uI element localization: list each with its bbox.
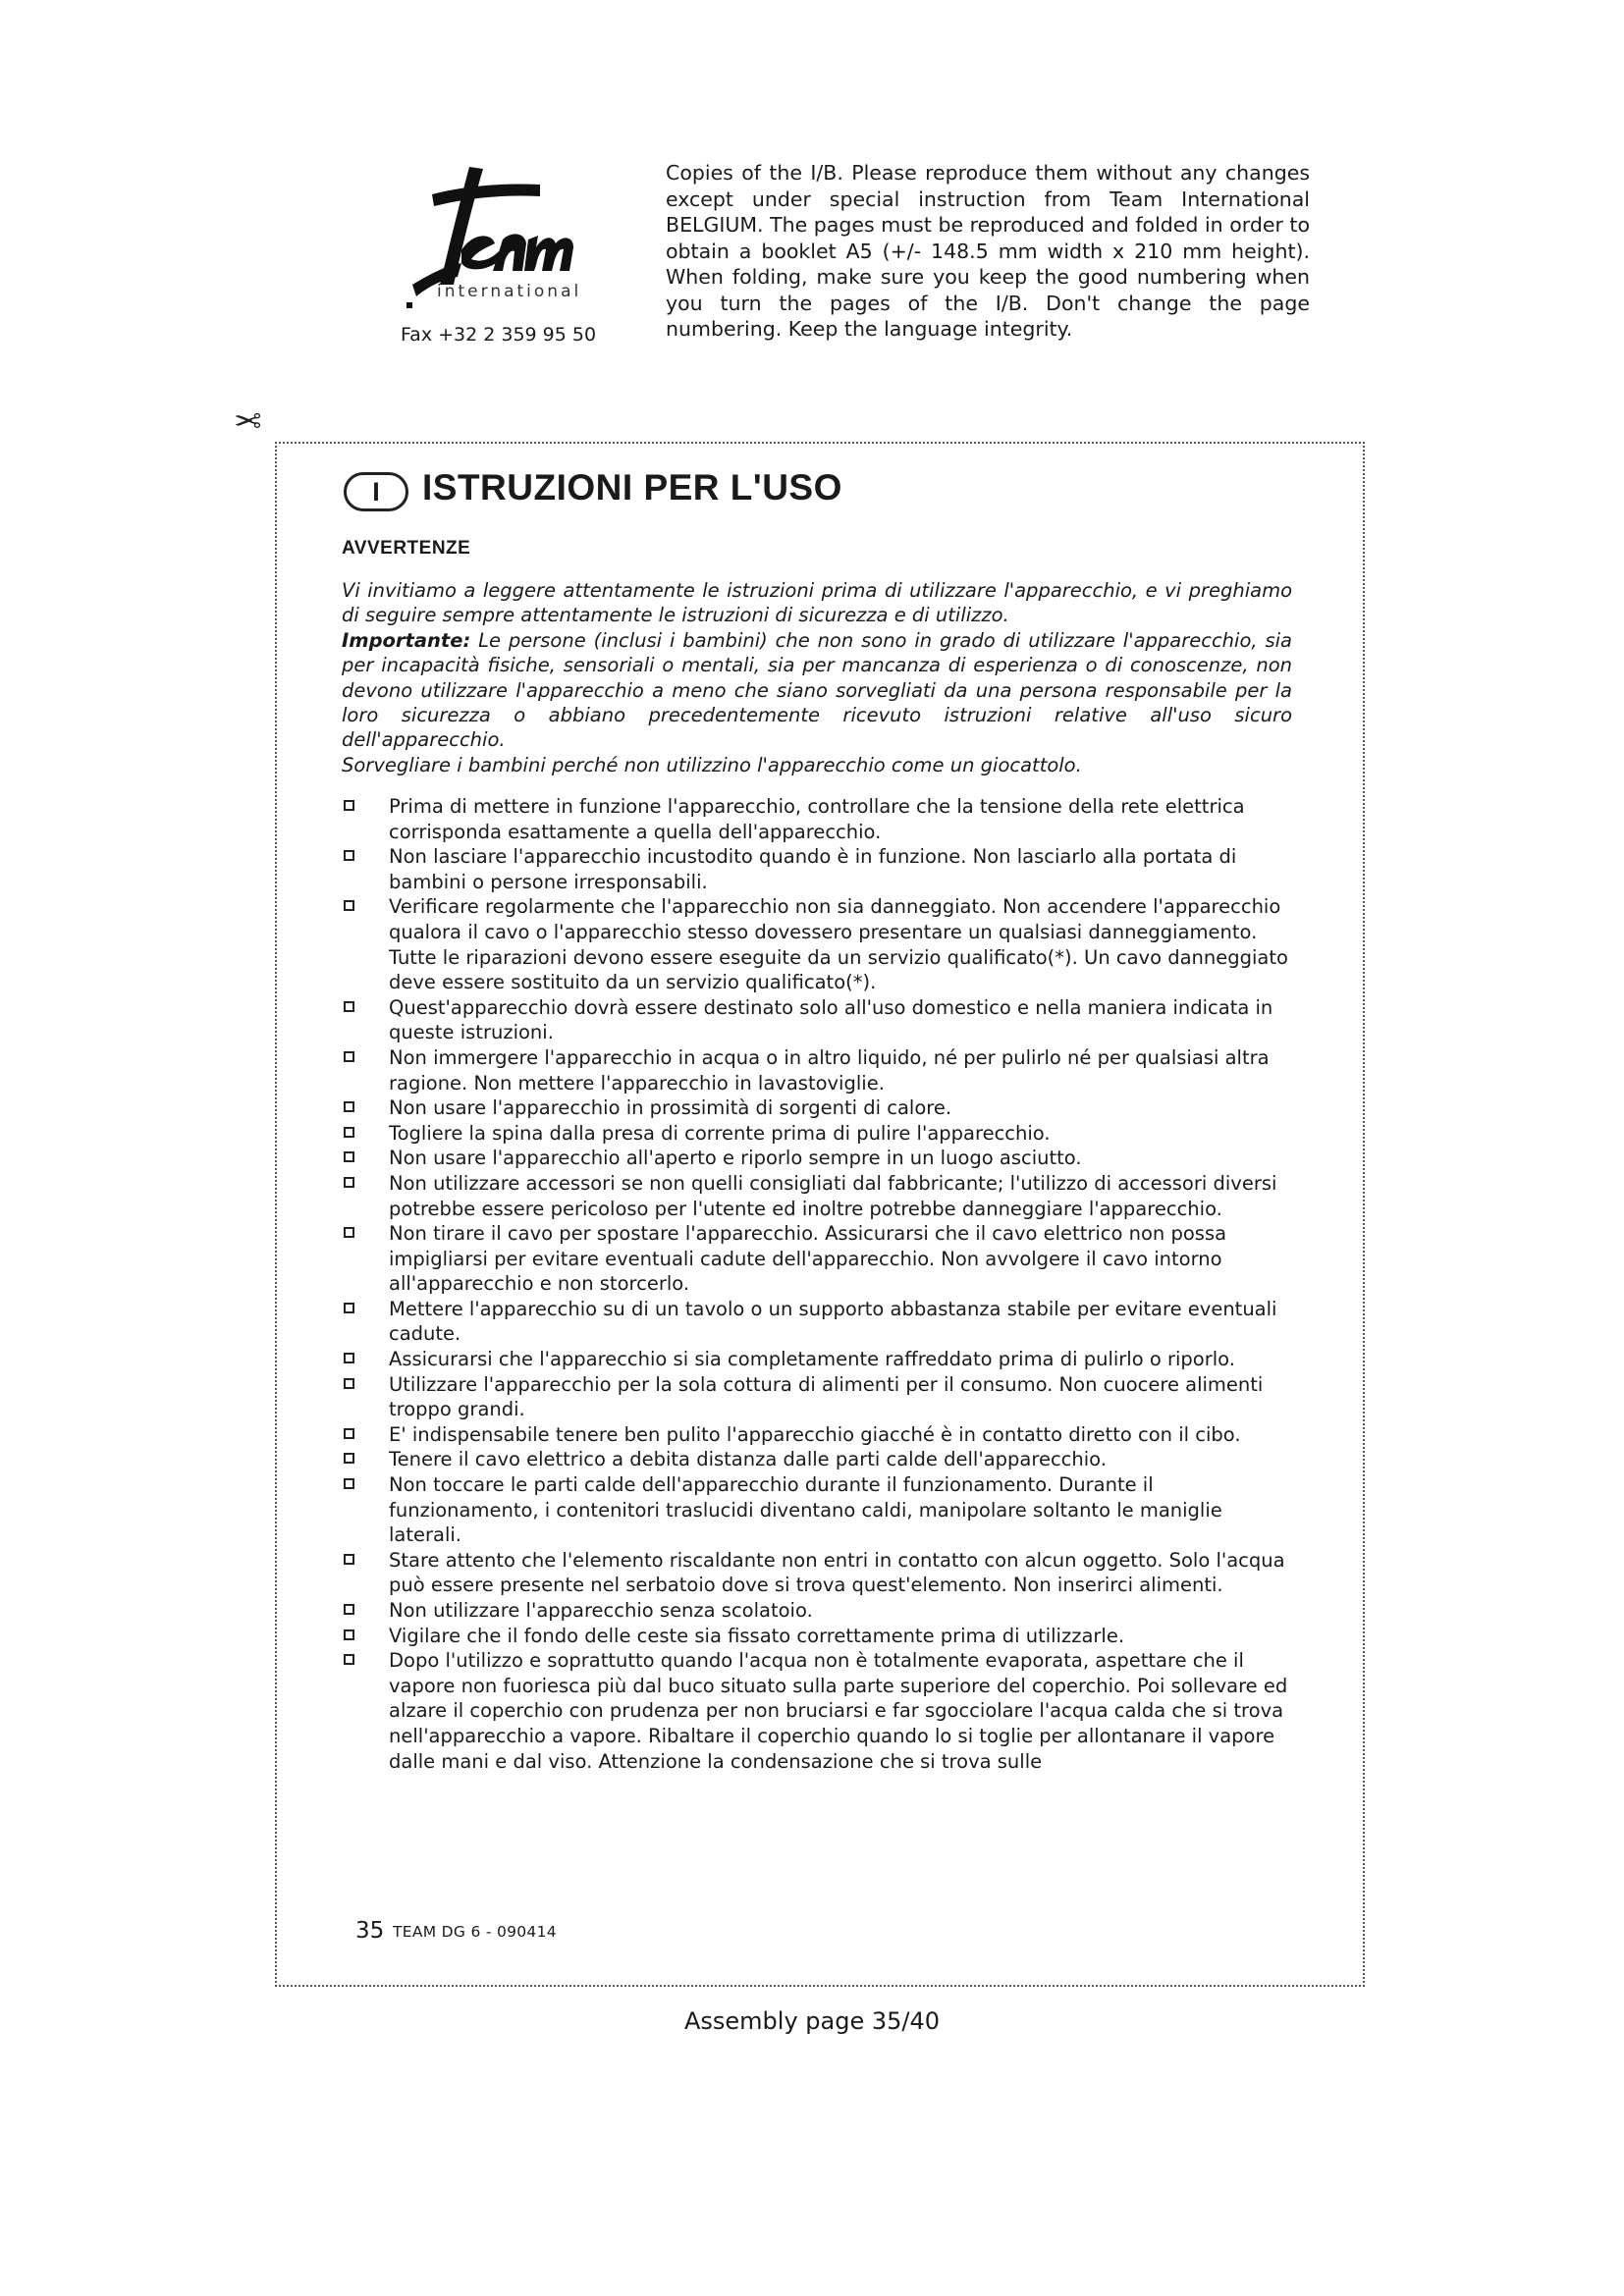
list-item	[342, 1121, 1292, 1147]
list-item-text: Non immergere l'apparecchio in acqua o in altro liquido, né per pulirlo né per qualsiasi altra ragione. Non mettere l'apparecchio in lavastoviglie.	[389, 1045, 1270, 1095]
list-item-text: Prima di mettere in funzione l'apparecchio, controllare che la tensione della rete elettrica corrisponda esattamente a quella dell'apparecchio.	[389, 795, 1245, 843]
list-item-text: E' indispensabile tenere ben pulito l'apparecchio giacché è in contatto diretto con il cibo.	[389, 1422, 1241, 1446]
list-item	[342, 1447, 1292, 1472]
checkbox-bullet-icon	[344, 1654, 354, 1665]
copies-instructions: Copies of the I/B. Please reproduce them without any changes except under special instruction from Team International BELGIUM. The pages must be reproduced and folded in order to obtain a booklet A5 (+/- 148.5 mm width x 210 mm height). When folding, make sure you keep the good numbering when you turn the pages of the I/B. Don't change the page numbering. Keep the language integrity.	[666, 161, 1310, 341]
list-item	[342, 1347, 1292, 1372]
warnings-list	[342, 794, 1292, 1774]
checkbox-bullet-icon	[344, 1051, 354, 1062]
checkbox-bullet-icon	[344, 1604, 354, 1615]
list-item	[342, 1045, 1292, 1095]
intro-paragraph-children: Sorvegliare i bambini perché non utilizzino l'apparecchio come un giocattolo.	[342, 753, 1082, 776]
list-item-text: Assicurarsi che l'apparecchio si sia completamente raffreddato prima di pulirlo o riporlo.	[389, 1348, 1235, 1371]
checkbox-bullet-icon	[344, 1177, 354, 1188]
list-item	[342, 1221, 1292, 1297]
list-item-text: Non lasciare l'apparecchio incustodito quando è in funzione. Non lasciarlo alla portata di bambini o persone irresponsabili.	[389, 845, 1237, 893]
list-item	[342, 894, 1292, 994]
language-badge: I	[344, 472, 408, 511]
list-item	[342, 1146, 1292, 1171]
checkbox-bullet-icon	[344, 1378, 354, 1389]
checkbox-bullet-icon	[344, 1101, 354, 1112]
checkbox-bullet-icon	[344, 1151, 354, 1162]
page-number: 35	[355, 1918, 385, 1944]
list-item	[342, 995, 1292, 1045]
important-label: Importante:	[342, 628, 471, 652]
list-item	[342, 844, 1292, 894]
checkbox-bullet-icon	[344, 1428, 354, 1439]
list-item-text: Non tirare il cavo per spostare l'apparecchio. Assicurarsi che il cavo elettrico non possa impigliarsi per evitare eventuali cadute dell'apparecchio. Non avvolgere il cavo intorno all'apparecchio e non storcerlo.	[389, 1222, 1227, 1296]
checkbox-bullet-icon	[344, 1629, 354, 1640]
list-item	[342, 1372, 1292, 1422]
checkbox-bullet-icon	[344, 800, 354, 811]
list-item	[342, 1624, 1292, 1649]
list-item-text: Dopo l'utilizzo e soprattutto quando l'acqua non è totalmente evaporata, aspettare che il vapore non fuoriesca più dal buco situato sulla parte superiore del coperchio. Poi sollevare ed alzare il coperchio con prudenza per non bruciarsi e far sgocciolare l'acqua calda che si trova nell'apparecchio a vapore. Ribaltare il coperchio quando lo si toglie per allontanare il vapore dalle mani e dal viso. Attenzione la condensazione che si trova sulle	[389, 1649, 1288, 1773]
section-heading: AVVERTENZE	[342, 538, 471, 559]
list-item-text: Togliere la spina dalla presa di corrente prima di pulire l'apparecchio.	[389, 1121, 1051, 1145]
list-item	[342, 1648, 1292, 1774]
checkbox-bullet-icon	[344, 900, 354, 911]
page-title: ISTRUZIONI PER L'USO	[422, 467, 842, 507]
list-item-text: Non toccare le parti calde dell'apparecchio durante il funzionamento. Durante il funzionamento, i contenitori traslucidi diventano caldi, manipolare soltanto le maniglie laterali.	[389, 1473, 1222, 1547]
checkbox-bullet-icon	[344, 1353, 354, 1363]
list-item-text: Non usare l'apparecchio in prossimità di sorgenti di calore.	[389, 1096, 952, 1120]
list-item-text: Utilizzare l'apparecchio per la sola cottura di alimenti per il consumo. Non cuocere alimenti troppo grandi.	[389, 1372, 1264, 1421]
list-item	[342, 1422, 1292, 1448]
list-item-text: Non usare l'apparecchio all'aperto e riporlo sempre in un luogo asciutto.	[389, 1147, 1082, 1170]
checkbox-bullet-icon	[344, 1227, 354, 1238]
list-item-text: Quest'apparecchio dovrà essere destinato solo all'uso domestico e nella maniera indicata in queste istruzioni.	[389, 995, 1273, 1044]
checkbox-bullet-icon	[344, 1554, 354, 1565]
scissors-icon: ✂	[234, 400, 262, 439]
assembly-page-label: Assembly page 35/40	[683, 2007, 941, 2035]
list-item-text: Stare attento che l'elemento riscaldante non entri in contatto con alcun oggetto. Solo l'acqua può essere presente nel serbatoio dove si trova quest'elemento. Non inserirci alimenti.	[389, 1548, 1285, 1597]
list-item	[342, 1095, 1292, 1121]
intro-paragraph-important	[342, 628, 1292, 753]
checkbox-bullet-icon	[344, 1453, 354, 1464]
list-item-text: Tenere il cavo elettrico a debita distanza dalle parti calde dell'apparecchio.	[389, 1448, 1107, 1471]
checkbox-bullet-icon	[344, 850, 354, 861]
logo-subtext: international	[437, 282, 582, 301]
list-item	[342, 1171, 1292, 1221]
intro-text	[342, 578, 1292, 777]
list-item-text: Non utilizzare l'apparecchio senza scolatoio.	[389, 1599, 813, 1622]
list-item	[342, 1598, 1292, 1624]
list-item-text: Vigilare che il fondo delle ceste sia fissato correttamente prima di utilizzarle.	[389, 1624, 1125, 1647]
important-text: Le persone (inclusi i bambini) che non sono in grado di utilizzare l'apparecchio, sia per incapacità fisiche, sensoriali o mentali, sia per mancanza di esperienza o di conoscenze, non devono utilizzare l'apparecchio a meno che siano sorvegliati da una persona responsabile per la loro sicurezza o abbiano precedentemente ricevuto istruzioni relative all'uso sicuro dell'apparecchio.	[342, 628, 1292, 752]
list-item	[342, 794, 1292, 844]
list-item-text: Mettere l'apparecchio su di un tavolo o un supporto abbastanza stabile per evitare eventuali cadute.	[389, 1297, 1277, 1346]
checkbox-bullet-icon	[344, 1001, 354, 1012]
list-item	[342, 1297, 1292, 1347]
intro-paragraph: Vi invitiamo a leggere attentamente le istruzioni prima di utilizzare l'apparecchio, e vi preghiamo di seguire sempre attentamente le istruzioni di sicurezza e di utilizzo.	[342, 579, 1292, 627]
checkbox-bullet-icon	[344, 1303, 354, 1313]
team-logo	[383, 157, 619, 353]
list-item	[342, 1472, 1292, 1548]
list-item	[342, 1548, 1292, 1598]
checkbox-bullet-icon	[344, 1127, 354, 1138]
list-item-text: Non utilizzare accessori se non quelli consigliati dal fabbricante; l'utilizzo di accessori diversi potrebbe essere pericoloso per l'utente ed inoltre potrebbe danneggiare l'apparecchio.	[389, 1171, 1277, 1220]
model-code: TEAM DG 6 - 090414	[393, 1923, 557, 1941]
list-item-text: Verificare regolarmente che l'apparecchio non sia danneggiato. Non accendere l'apparecchio qualora il cavo o l'apparecchio stesso dovessero presentare un qualsiasi danneggiamento. Tutte le riparazioni devono essere eseguite da un servizio qualificato(*). Un cavo danneggiato deve essere sostituito da un servizio qualificato(*).	[389, 895, 1288, 994]
checkbox-bullet-icon	[344, 1478, 354, 1489]
fax-number: Fax +32 2 359 95 50	[401, 324, 597, 346]
